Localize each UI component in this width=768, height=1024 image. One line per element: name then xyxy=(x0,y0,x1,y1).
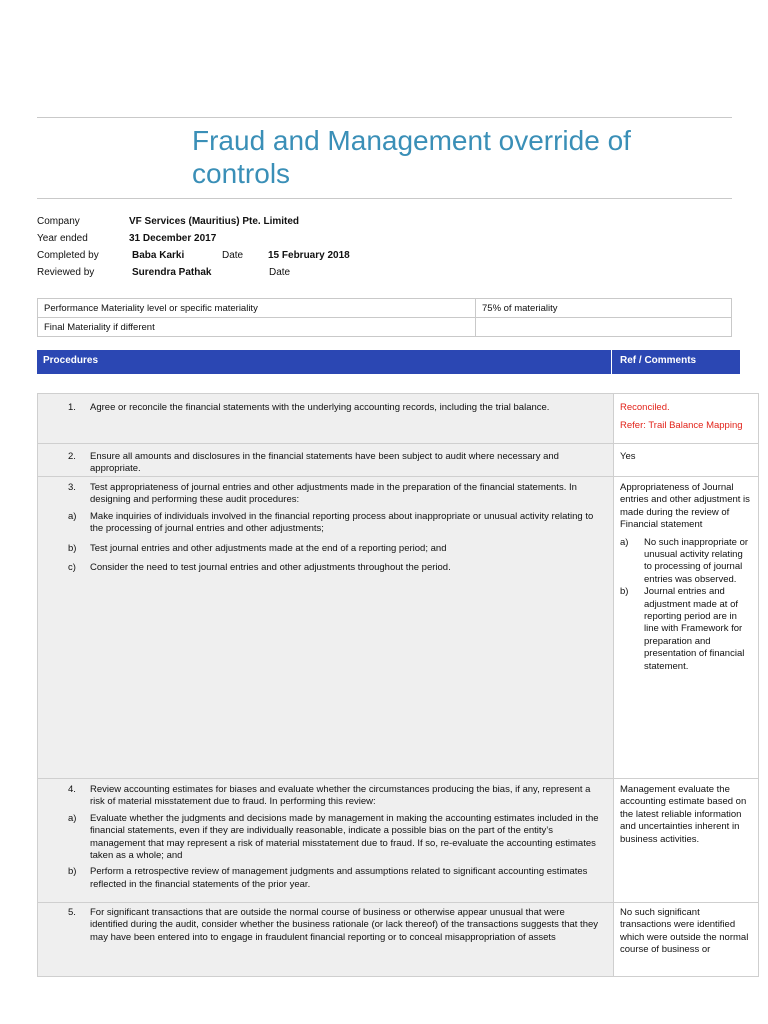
procedures-heading: Procedures xyxy=(43,355,99,366)
procedure-item xyxy=(38,784,613,809)
final-materiality-value xyxy=(476,318,732,337)
item-number: 4. xyxy=(68,784,76,795)
date-value: 15 February 2018 xyxy=(268,250,350,261)
year-label: Year ended xyxy=(37,233,88,244)
sub-item-text: Perform a retrospective review of management judgments and assumptions related to significant accounting estimates reflected in the financial statements of the prior year. xyxy=(90,866,588,890)
materiality-row xyxy=(38,318,732,337)
comment-cell xyxy=(614,779,759,903)
materiality-table xyxy=(37,298,732,337)
completed-label: Completed by xyxy=(37,250,99,261)
page-title: Fraud and Management override of controls xyxy=(192,125,631,189)
procedure-cell xyxy=(38,779,614,903)
sub-item-label: b) xyxy=(68,866,77,878)
table-row xyxy=(38,477,759,779)
item-number: 1. xyxy=(68,402,76,413)
procedure-item xyxy=(38,402,613,414)
procedure-item xyxy=(38,482,613,507)
procedure-cell xyxy=(38,903,614,977)
procedures-header xyxy=(37,350,740,374)
comment-cell xyxy=(614,903,759,977)
sub-item-label: b) xyxy=(68,542,77,554)
comment-sub-item xyxy=(620,537,752,587)
performance-materiality-value: 75% of materiality xyxy=(476,299,732,318)
sub-item xyxy=(38,562,613,574)
reviewed-value: Surendra Pathak xyxy=(132,267,212,278)
item-text: Test appropriateness of journal entries and other adjustments made in the preparation of the financial statements. In designing and performing these audit procedures: xyxy=(90,482,577,506)
completed-value: Baba Karki xyxy=(132,250,185,261)
date-label: Date xyxy=(222,250,244,261)
comment-sub-item xyxy=(620,586,752,673)
final-materiality-label: Final Materiality if different xyxy=(38,318,476,337)
comment-text: Yes xyxy=(620,451,636,462)
comment-sub-text: Journal entries and adjustment made at of reporting period are in line with Framework for preparation and presentation of financial statement. xyxy=(644,586,745,672)
comment-text: No such significant transactions were identified which were outside the normal course of business or xyxy=(620,907,749,956)
sub-item-text: Consider the need to test journal entries and other adjustments throughout the period. xyxy=(90,562,451,574)
date2-label: Date xyxy=(269,267,291,278)
header-divider xyxy=(611,350,612,374)
item-text: For significant transactions that are outside the normal course of business or otherwise appear unusual that were identified during the audit, consider whether the business rationale (or lack thereof) of the transactions suggests that they may have been entered into to engage in fraudulent financial reporting or to conceal misappropriation of assets xyxy=(90,907,599,943)
comment-cell xyxy=(614,444,759,477)
comment-text: Reconciled. xyxy=(620,402,670,413)
item-number: 3. xyxy=(68,482,76,493)
top-rule xyxy=(37,117,732,118)
procedure-cell xyxy=(38,394,614,444)
sub-item xyxy=(38,511,613,536)
item-number: 5. xyxy=(68,907,76,918)
comment-text: Appropriateness of Journal entries and other adjustment is made during the review of Financial statement xyxy=(620,482,750,531)
sub-item-label: a) xyxy=(68,812,77,824)
comment-sub-label: a) xyxy=(620,536,629,548)
item-text: Ensure all amounts and disclosures in the financial statements have been subject to audit where necessary and appropriate. xyxy=(90,451,559,475)
comment-text: Refer: Trail Balance Mapping xyxy=(620,420,743,432)
performance-materiality-label: Performance Materiality level or specific materiality xyxy=(38,299,476,318)
comment-sub-label: b) xyxy=(620,586,629,598)
procedures-table xyxy=(37,393,759,977)
procedure-item xyxy=(38,907,613,944)
sub-item xyxy=(38,866,613,891)
table-row xyxy=(38,444,759,477)
procedure-item xyxy=(38,451,613,476)
sub-item-label: a) xyxy=(68,510,77,522)
title-rule xyxy=(37,198,732,199)
item-number: 2. xyxy=(68,451,76,462)
table-row xyxy=(38,394,759,444)
procedure-cell xyxy=(38,477,614,779)
table-row xyxy=(38,779,759,903)
item-text: Agree or reconcile the financial statements with the underlying accounting records, including the trial balance. xyxy=(90,402,550,413)
comment-cell xyxy=(614,394,759,444)
sub-item-text: Make inquiries of individuals involved in the financial reporting process about inappropriate or unusual activity relating to the processing of journal entries and other adjustments; xyxy=(90,510,594,535)
materiality-row xyxy=(38,299,732,318)
ref-comments-heading: Ref / Comments xyxy=(620,355,697,366)
reviewed-label: Reviewed by xyxy=(37,267,95,278)
company-label: Company xyxy=(37,216,80,227)
year-value: 31 December 2017 xyxy=(129,233,217,244)
comment-cell xyxy=(614,477,759,779)
company-value: VF Services (Mauritius) Pte. Limited xyxy=(129,216,300,227)
sub-item-label: c) xyxy=(68,562,76,574)
item-text: Review accounting estimates for biases and evaluate whether the circumstances producing the bias, if any, represent a risk of material misstatement due to fraud. In performing this review: xyxy=(90,784,591,808)
comment-sub-text: No such inappropriate or unusual activity relating to processing of journal entries was observed. xyxy=(644,536,749,585)
sub-item-text: Evaluate whether the judgments and decisions made by management in making the accounting estimates included in the financial statements, even if they are individually reasonable, indicate a possible bias on the part of the entity’s management that may represent a risk of material misstatement due to fraud. If so, re-evaluate the accounting estimates taken as a whole; and xyxy=(90,812,599,862)
procedure-cell xyxy=(38,444,614,477)
comment-text: Management evaluate the accounting estimate based on the latest reliable information and uncertainties inherent in business activities. xyxy=(620,784,747,845)
sub-item xyxy=(38,813,613,863)
table-row xyxy=(38,903,759,977)
sub-item xyxy=(38,543,613,555)
sub-item-text: Test journal entries and other adjustments made at the end of a reporting period; and xyxy=(90,542,447,554)
